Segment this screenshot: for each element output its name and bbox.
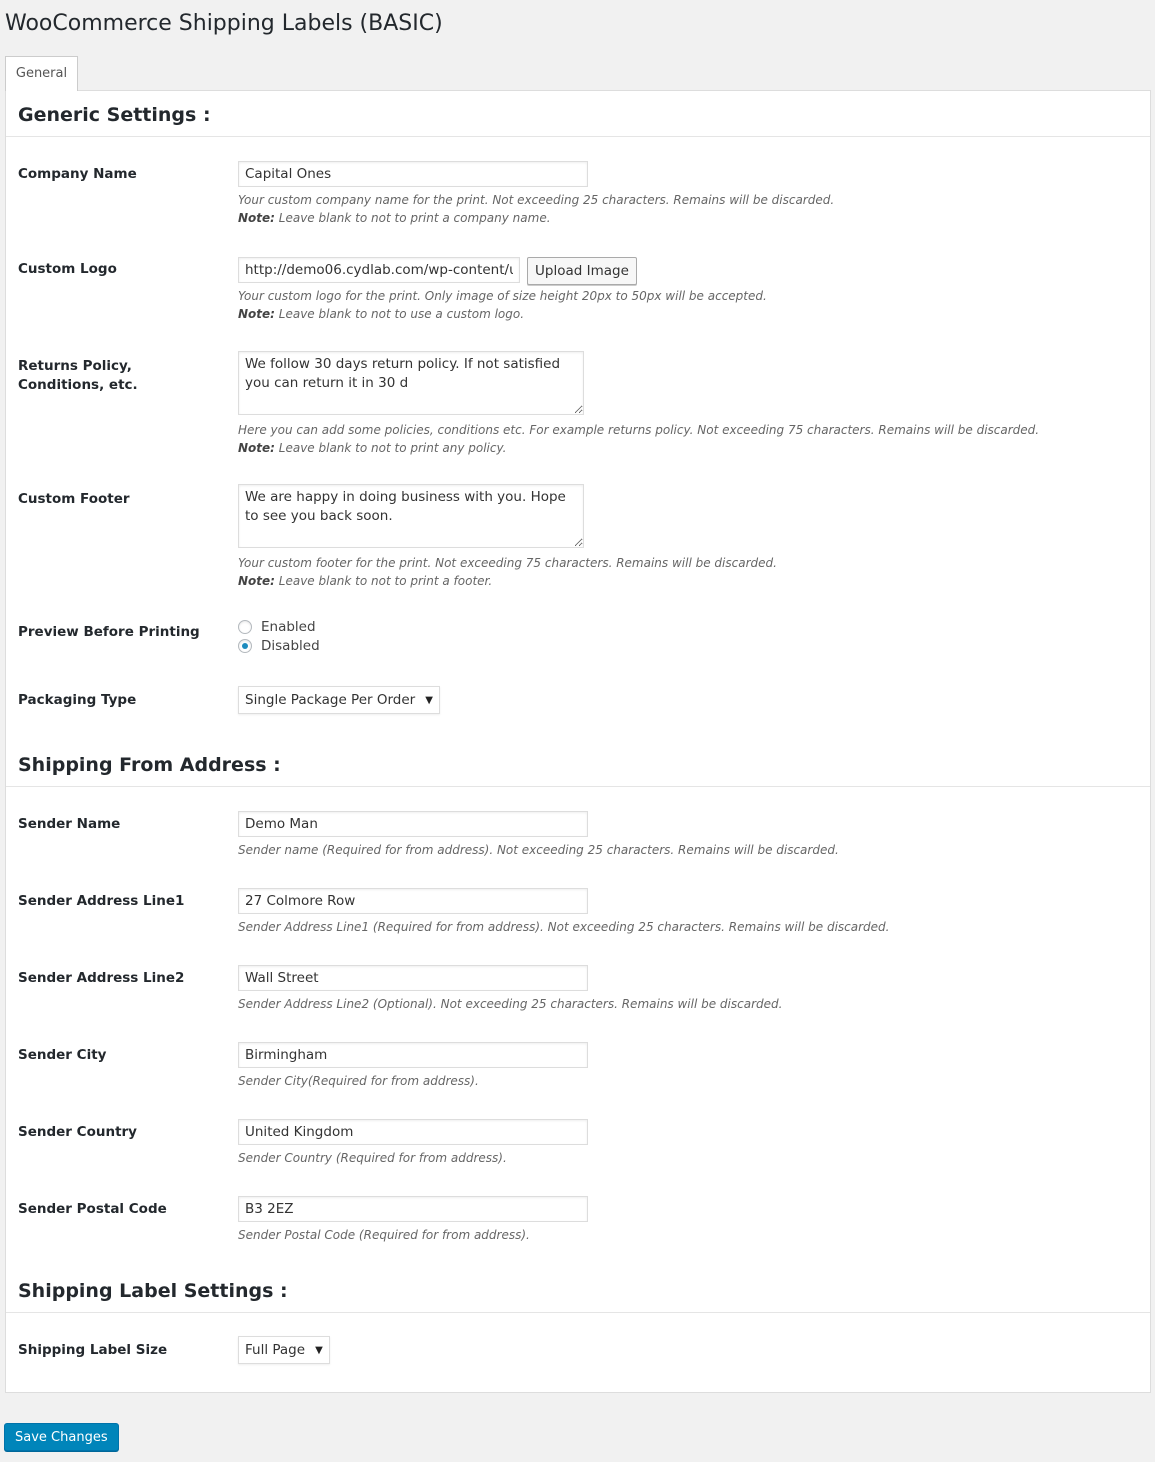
sender-name-input[interactable] [238,811,588,837]
sender-country-input[interactable] [238,1119,588,1145]
sender-postal-input[interactable] [238,1196,588,1222]
note-prefix: Note: [238,441,275,455]
preview-radio-group [238,617,320,655]
label-size-value: Full Page [245,1342,306,1358]
sender-address1-desc: Sender Address Line1 (Required for from address). Not exceeding 25 characters. Remains will be discarded. [238,920,890,934]
returns-policy-desc-text: Here you can add some policies, conditions etc. For example returns policy. Not exceeding 75 characters. Remains will be discarded. [238,423,1040,437]
sender-postal-label: Sender Postal Code [18,1201,167,1217]
packaging-type-select[interactable] [238,686,440,714]
packaging-type-value: Single Package Per Order [245,692,416,708]
section-title-label-settings: Shipping Label Settings : [18,1280,288,1302]
custom-footer-textarea[interactable] [238,484,584,548]
chevron-down-icon: ▼ [425,694,433,706]
radio-enabled[interactable] [238,620,252,634]
page-title: WooCommerce Shipping Labels (BASIC) [5,11,443,36]
returns-policy-field [238,351,1039,457]
returns-policy-desc [238,421,1039,457]
sender-city-field [238,1042,588,1090]
sender-postal-desc: Sender Postal Code (Required for from address). [238,1228,530,1242]
custom-footer-label: Custom Footer [18,491,130,507]
sender-postal-field [238,1196,588,1244]
section-divider [6,786,1150,787]
sender-country-field [238,1119,588,1167]
label-size-select[interactable] [238,1336,330,1364]
sender-name-label: Sender Name [18,816,121,832]
packaging-type-label: Packaging Type [18,692,137,708]
custom-footer-desc-text: Your custom footer for the print. Not exceeding 75 characters. Remains will be discarded. [238,556,777,570]
custom-logo-note: Leave blank to not to use a custom logo. [274,307,525,321]
company-name-label: Company Name [18,166,137,182]
note-prefix: Note: [238,574,275,588]
company-name-input[interactable] [238,161,588,187]
preview-option-enabled[interactable] [238,617,320,636]
label-size-field [238,1336,330,1364]
sender-address1-label: Sender Address Line1 [18,893,185,909]
sender-address2-label: Sender Address Line2 [18,970,185,986]
upload-image-button[interactable]: Upload Image [527,257,637,285]
section-title-shipping-from: Shipping From Address : [18,754,281,776]
preview-label: Preview Before Printing [18,624,200,640]
radio-disabled[interactable] [238,639,252,653]
radio-disabled-label: Disabled [261,637,320,654]
chevron-down-icon: ▼ [315,1344,323,1356]
returns-policy-textarea[interactable] [238,351,584,415]
company-name-field [238,161,834,227]
sender-address2-field [238,965,782,1013]
returns-policy-label: Returns Policy, Conditions, etc. [18,358,138,393]
custom-logo-field [238,257,767,323]
custom-footer-field [238,484,777,590]
sender-city-input[interactable] [238,1042,588,1068]
save-changes-button[interactable]: Save Changes [4,1423,119,1451]
preview-option-disabled[interactable] [238,636,320,655]
company-name-desc-text: Your custom company name for the print. Not exceeding 25 characters. Remains will be discarded. [238,193,835,207]
company-name-note: Leave blank to not to print a company name. [274,211,551,225]
company-name-desc [238,191,834,227]
sender-name-desc: Sender name (Required for from address). Not exceeding 25 characters. Remains will be discarded. [238,843,839,857]
custom-footer-note: Leave blank to not to print a footer. [274,574,493,588]
sender-city-desc: Sender City(Required for from address). [238,1074,479,1088]
custom-logo-desc-text: Your custom logo for the print. Only image of size height 20px to 50px will be accepted. [238,289,767,303]
section-title-generic: Generic Settings : [18,104,211,126]
tab-general[interactable]: General [5,56,78,91]
sender-address1-input[interactable] [238,888,588,914]
returns-policy-note: Leave blank to not to print any policy. [274,441,507,455]
sender-country-label: Sender Country [18,1124,137,1140]
sender-city-label: Sender City [18,1047,107,1063]
section-divider [6,136,1150,137]
custom-footer-desc [238,554,777,590]
custom-logo-url-input[interactable] [238,257,520,283]
note-prefix: Note: [238,307,275,321]
section-divider [6,1312,1150,1313]
settings-panel [5,90,1151,1393]
sender-name-field [238,811,839,859]
sender-address2-input[interactable] [238,965,588,991]
custom-logo-desc [238,287,767,323]
sender-address2-desc: Sender Address Line2 (Optional). Not exceeding 25 characters. Remains will be discarded. [238,997,783,1011]
sender-country-desc: Sender Country (Required for from address). [238,1151,507,1165]
custom-logo-label: Custom Logo [18,261,117,277]
note-prefix: Note: [238,211,275,225]
packaging-type-field [238,686,440,714]
label-size-label: Shipping Label Size [18,1342,168,1358]
radio-enabled-label: Enabled [261,618,316,635]
sender-address1-field [238,888,889,936]
